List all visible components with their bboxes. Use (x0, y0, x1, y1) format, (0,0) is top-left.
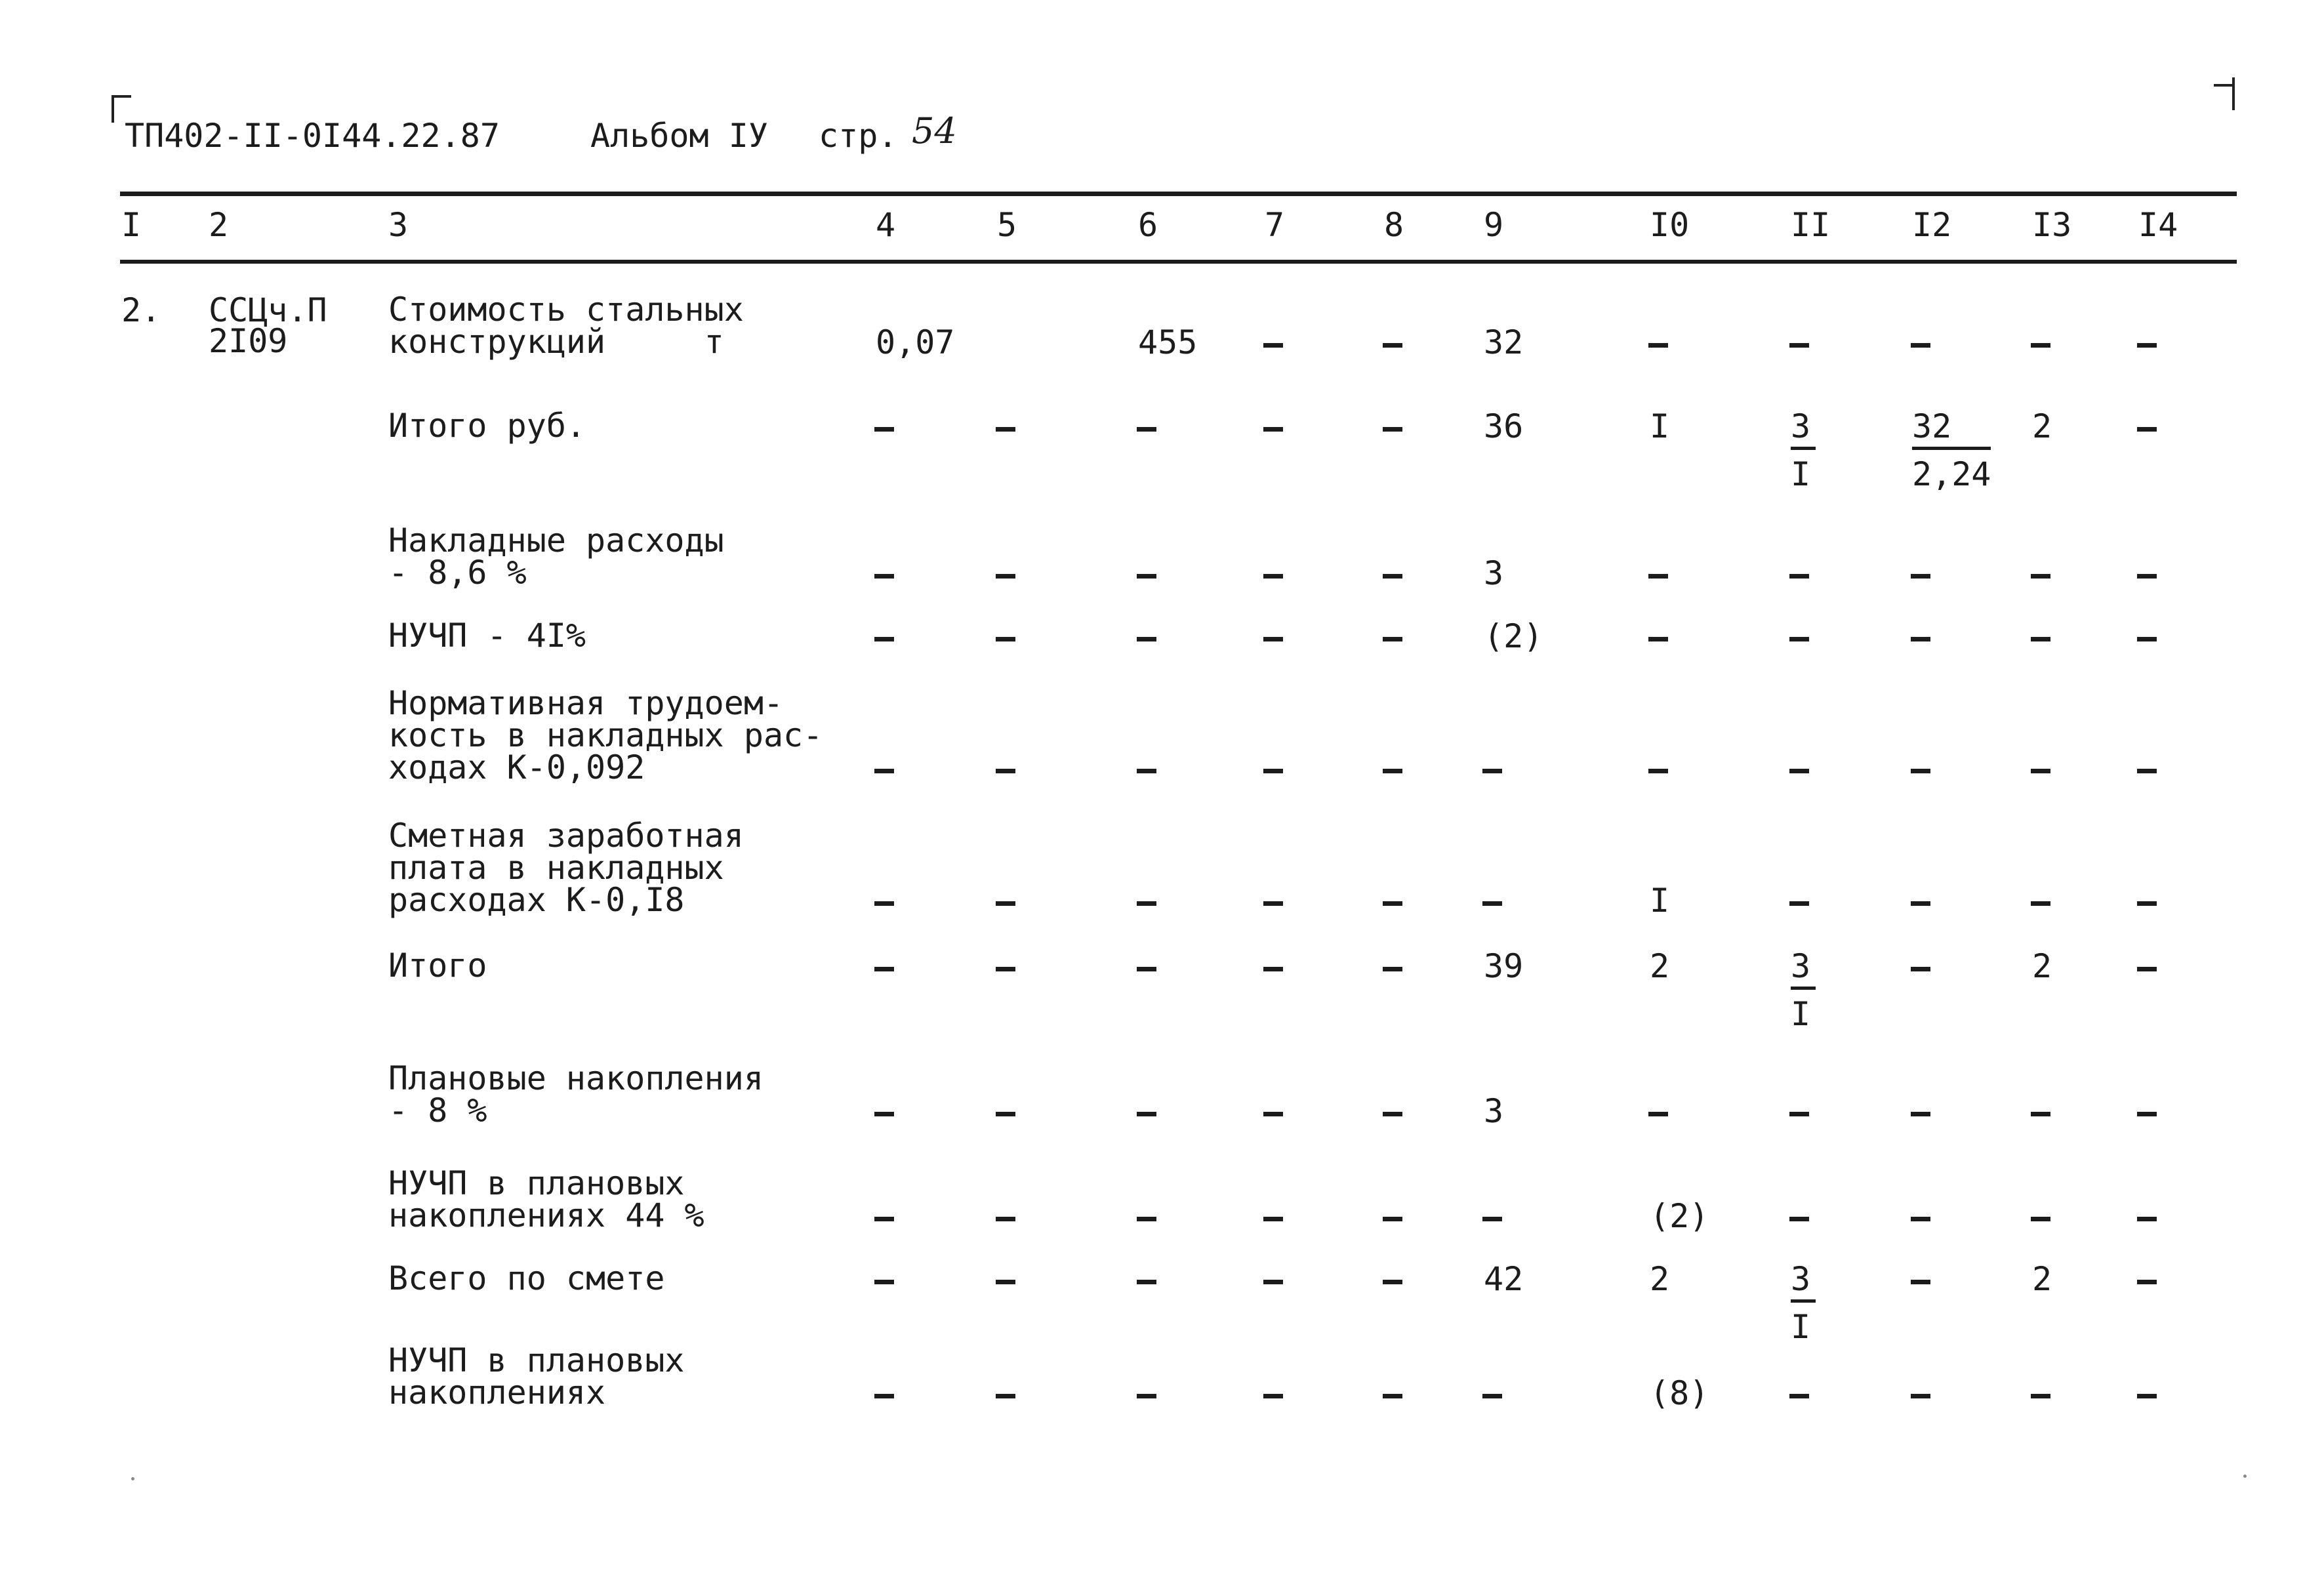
cell-value: 3 (1484, 1092, 1504, 1130)
empty-dash (1648, 769, 1668, 773)
empty-dash (1911, 1394, 1930, 1398)
empty-dash (1263, 967, 1283, 971)
empty-dash (1911, 1112, 1930, 1116)
cell-value: 455 (1138, 323, 1198, 361)
empty-dash (1137, 1112, 1156, 1116)
fraction-denominator: I (1791, 995, 1811, 1033)
empty-dash (874, 1217, 894, 1221)
cell-value: 39 (1484, 947, 1524, 985)
empty-dash (996, 901, 1015, 906)
empty-dash (1648, 637, 1668, 641)
cell-value: 0,07 (876, 323, 955, 361)
empty-dash (2031, 574, 2050, 579)
empty-dash (1383, 967, 1402, 971)
empty-dash (2031, 343, 2050, 348)
empty-dash (1383, 1394, 1402, 1398)
scan-speck (2243, 1475, 2247, 1478)
scan-speck (131, 1477, 134, 1480)
empty-dash (1137, 427, 1156, 432)
empty-dash (1263, 343, 1283, 348)
page-number: 54 (912, 110, 957, 152)
empty-dash (874, 901, 894, 906)
fraction-denominator: I (1791, 1308, 1811, 1346)
empty-dash (2031, 769, 2050, 773)
empty-dash (996, 574, 1015, 579)
empty-dash (1383, 901, 1402, 906)
fraction-value (1912, 407, 1991, 493)
cell-value: 2 (2032, 1260, 2052, 1298)
empty-dash (1648, 574, 1668, 579)
row-name: Итого руб. (388, 407, 586, 445)
cell-value: 2 (2032, 947, 2052, 985)
cell-value: 2 (2032, 407, 2052, 445)
empty-dash (1482, 1394, 1502, 1398)
empty-dash (2031, 1394, 2050, 1398)
empty-dash (2137, 1280, 2157, 1284)
fraction-denominator: I (1791, 455, 1811, 493)
empty-dash (1789, 769, 1809, 773)
row-name: НУЧП в плановых накоплениях (388, 1341, 685, 1412)
empty-dash (874, 769, 894, 773)
empty-dash (1263, 1112, 1283, 1116)
empty-dash (1383, 1280, 1402, 1284)
corner-mark-left (112, 95, 114, 123)
empty-dash (1789, 1394, 1809, 1398)
document-code: ТП402-II-0I44.22.87 (125, 117, 500, 155)
empty-dash (2137, 427, 2157, 432)
item-number: 2. (121, 291, 161, 329)
corner-mark-right (2232, 77, 2235, 110)
empty-dash (2031, 1217, 2050, 1221)
empty-dash (2137, 769, 2157, 773)
column-number-1: I (121, 206, 142, 244)
empty-dash (1263, 574, 1283, 579)
empty-dash (2137, 1112, 2157, 1116)
empty-dash (996, 1280, 1015, 1284)
empty-dash (1137, 1394, 1156, 1398)
empty-dash (874, 574, 894, 579)
empty-dash (1263, 769, 1283, 773)
corner-mark-left-bar (112, 95, 131, 98)
empty-dash (1263, 427, 1283, 432)
empty-dash (2137, 1217, 2157, 1221)
empty-dash (1383, 574, 1402, 579)
cell-value: 32 (1484, 323, 1524, 361)
empty-dash (2137, 901, 2157, 906)
row-name: Сметная заработная плата в накладных расходах К-0,I8 (388, 817, 744, 919)
cell-value: I (1650, 882, 1670, 920)
column-number-3: 3 (388, 206, 409, 244)
column-number-10: I0 (1650, 206, 1690, 244)
column-number-8: 8 (1384, 206, 1404, 244)
column-number-4: 4 (876, 206, 896, 244)
empty-dash (2137, 343, 2157, 348)
empty-dash (1911, 967, 1930, 971)
cell-value: 2 (1650, 947, 1670, 985)
empty-dash (874, 637, 894, 641)
empty-dash (996, 427, 1015, 432)
empty-dash (1137, 1280, 1156, 1284)
column-number-5: 5 (997, 206, 1017, 244)
empty-dash (1137, 769, 1156, 773)
empty-dash (1383, 1217, 1402, 1221)
fraction-numerator: 32 (1912, 410, 1991, 450)
empty-dash (1789, 1112, 1809, 1116)
empty-dash (2137, 1394, 2157, 1398)
empty-dash (1263, 1394, 1283, 1398)
header-rule (120, 260, 2237, 264)
empty-dash (1137, 574, 1156, 579)
empty-dash (2137, 574, 2157, 579)
fraction-value (1791, 1260, 1816, 1346)
empty-dash (1789, 343, 1809, 348)
empty-dash (1263, 637, 1283, 641)
column-number-6: 6 (1138, 206, 1158, 244)
empty-dash (2031, 901, 2050, 906)
item-code-line1: ССЦч.П (209, 291, 327, 329)
empty-dash (996, 1394, 1015, 1398)
row-name: Стоимость стальных конструкций т (388, 291, 744, 361)
empty-dash (1648, 343, 1668, 348)
empty-dash (1911, 1280, 1930, 1284)
empty-dash (1383, 769, 1402, 773)
empty-dash (874, 427, 894, 432)
column-number-12: I2 (1912, 206, 1952, 244)
cell-value: 42 (1484, 1260, 1524, 1298)
fraction-value (1791, 407, 1816, 493)
empty-dash (1648, 1112, 1668, 1116)
row-name: Итого (388, 947, 487, 985)
cell-value: (2) (1484, 617, 1543, 655)
empty-dash (1263, 901, 1283, 906)
fraction-numerator: 3 (1791, 1263, 1816, 1303)
empty-dash (996, 1112, 1015, 1116)
row-name: Плановые накопления - 8 % (388, 1059, 764, 1130)
empty-dash (1263, 1280, 1283, 1284)
empty-dash (1383, 1112, 1402, 1116)
top-rule (120, 192, 2237, 196)
empty-dash (996, 1217, 1015, 1221)
empty-dash (874, 1280, 894, 1284)
empty-dash (1137, 1217, 1156, 1221)
empty-dash (1482, 769, 1502, 773)
empty-dash (2031, 637, 2050, 641)
column-number-7: 7 (1265, 206, 1285, 244)
empty-dash (996, 967, 1015, 971)
empty-dash (874, 967, 894, 971)
empty-dash (1482, 901, 1502, 906)
fraction-denominator: 2,24 (1912, 455, 1991, 493)
fraction-numerator: 3 (1791, 950, 1816, 990)
empty-dash (1137, 637, 1156, 641)
empty-dash (2031, 1112, 2050, 1116)
corner-mark-right-bar (2214, 84, 2233, 87)
empty-dash (1911, 343, 1930, 348)
row-name: НУЧП в плановых накоплениях 44 % (388, 1164, 704, 1234)
empty-dash (874, 1394, 894, 1398)
empty-dash (1911, 637, 1930, 641)
empty-dash (1911, 1217, 1930, 1221)
empty-dash (996, 769, 1015, 773)
row-name: Нормативная трудоем- кость в накладных рас- ходах К-0,092 (388, 684, 823, 786)
empty-dash (1789, 637, 1809, 641)
fraction-numerator: 3 (1791, 410, 1816, 450)
fraction-value (1791, 947, 1816, 1033)
empty-dash (1137, 901, 1156, 906)
empty-dash (2137, 637, 2157, 641)
row-name: Накладные расходы - 8,6 % (388, 521, 724, 592)
empty-dash (1789, 574, 1809, 579)
empty-dash (1383, 427, 1402, 432)
cell-value: (8) (1650, 1374, 1709, 1412)
empty-dash (1911, 769, 1930, 773)
column-number-14: I4 (2138, 206, 2178, 244)
empty-dash (996, 637, 1015, 641)
album-label: Альбом IУ (590, 117, 768, 155)
row-name: НУЧП - 4I% (388, 617, 586, 655)
empty-dash (1137, 967, 1156, 971)
empty-dash (1383, 637, 1402, 641)
cell-value: 2 (1650, 1260, 1670, 1298)
column-number-13: I3 (2032, 206, 2072, 244)
empty-dash (1789, 901, 1809, 906)
empty-dash (1911, 901, 1930, 906)
page-label: стр. (819, 117, 898, 155)
cell-value: 36 (1484, 407, 1524, 445)
row-name: Всего по смете (388, 1259, 665, 1297)
empty-dash (1789, 1217, 1809, 1221)
item-code-line2: 2I09 (209, 322, 288, 360)
cell-value: 3 (1484, 554, 1504, 592)
empty-dash (1482, 1217, 1502, 1221)
empty-dash (1911, 574, 1930, 579)
empty-dash (1383, 343, 1402, 348)
empty-dash (2137, 967, 2157, 971)
column-number-9: 9 (1484, 206, 1504, 244)
empty-dash (1263, 1217, 1283, 1221)
cell-value: I (1650, 407, 1670, 445)
cell-value: (2) (1650, 1197, 1709, 1235)
column-number-11: II (1791, 206, 1831, 244)
empty-dash (874, 1112, 894, 1116)
column-number-2: 2 (209, 206, 229, 244)
